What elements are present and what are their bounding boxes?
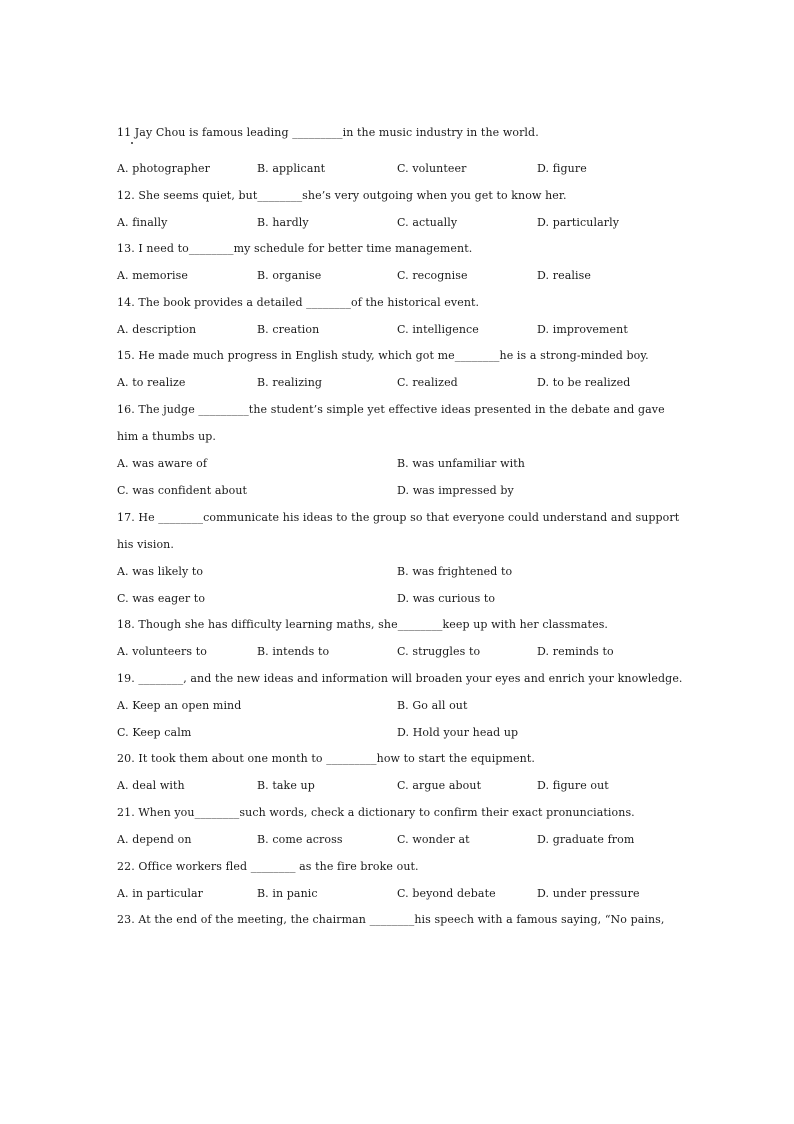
question-16-stem: 16. The judge _________the student’s simple yet effective ideas presented in the debate and gave xyxy=(117,403,665,416)
question-22-option-c: C. beyond debate xyxy=(397,887,496,900)
question-17-option-b: B. was frightened to xyxy=(397,565,513,578)
question-12-option-c: C. actually xyxy=(397,216,458,229)
question-22-stem: 22. Office workers fled ________ as the fire broke out. xyxy=(117,860,419,873)
question-19-option-b: B. Go all out xyxy=(397,699,468,712)
question-16-option-a: A. was aware of xyxy=(117,457,208,470)
question-18-stem: 18. Though she has difficulty learning maths, she________keep up with her classmates. xyxy=(117,618,609,631)
question-13-option-d: D. realise xyxy=(537,269,591,282)
question-21-stem: 21. When you________such words, check a dictionary to confirm their exact pronunciations. xyxy=(117,806,635,819)
question-15-option-d: D. to be realized xyxy=(537,376,631,389)
question-16-stem-continued: him a thumbs up. xyxy=(117,430,217,443)
question-17-option-d: D. was curious to xyxy=(397,592,496,605)
question-14-option-b: B. creation xyxy=(257,323,320,336)
question-13-option-c: C. recognise xyxy=(397,269,468,282)
question-18-option-d: D. reminds to xyxy=(537,645,614,658)
question-12-option-b: B. hardly xyxy=(257,216,309,229)
question-21-option-a: A. depend on xyxy=(117,833,192,846)
question-11-option-d: D. figure xyxy=(537,162,587,175)
question-14-option-d: D. improvement xyxy=(537,323,628,336)
question-15-option-b: B. realizing xyxy=(257,376,323,389)
question-15-option-c: C. realized xyxy=(397,376,458,389)
question-17-stem: 17. He ________communicate his ideas to the group so that everyone could understand and support xyxy=(117,511,680,524)
question-20-option-b: B. take up xyxy=(257,779,315,792)
question-15-stem: 15. He made much progress in English study, which got me________he is a strong-minded boy. xyxy=(117,349,649,362)
question-22-option-a: A. in particular xyxy=(117,887,204,900)
question-11-stem: 11 Jay Chou is famous leading _________in the music industry in the world. xyxy=(117,126,539,139)
question-16-option-d: D. was impressed by xyxy=(397,484,514,497)
question-18-option-a: A. volunteers to xyxy=(117,645,207,658)
question-22-option-d: D. under pressure xyxy=(537,887,640,900)
question-13-stem: 13. I need to________my schedule for better time management. xyxy=(117,242,473,255)
question-17-stem-continued: his vision. xyxy=(117,538,174,551)
question-17-option-a: A. was likely to xyxy=(117,565,204,578)
question-17-option-c: C. was eager to xyxy=(117,592,206,605)
stray-dot-mark xyxy=(131,142,133,144)
question-19-option-d: D. Hold your head up xyxy=(397,726,519,739)
question-19-option-c: C. Keep calm xyxy=(117,726,192,739)
question-14-option-c: C. intelligence xyxy=(397,323,479,336)
question-21-option-b: B. come across xyxy=(257,833,343,846)
question-11-option-b: B. applicant xyxy=(257,162,326,175)
question-20-option-d: D. figure out xyxy=(537,779,609,792)
question-12-option-d: D. particularly xyxy=(537,216,620,229)
question-19-stem: 19. ________, and the new ideas and information will broaden your eyes and enrich your knowledge. xyxy=(117,672,683,685)
question-21-option-d: D. graduate from xyxy=(537,833,635,846)
question-14-stem: 14. The book provides a detailed ________of the historical event. xyxy=(117,296,480,309)
question-21-option-c: C. wonder at xyxy=(397,833,470,846)
question-16-option-c: C. was confident about xyxy=(117,484,248,497)
question-18-option-b: B. intends to xyxy=(257,645,330,658)
question-13-option-b: B. organise xyxy=(257,269,322,282)
question-12-stem: 12. She seems quiet, but________she’s very outgoing when you get to know her. xyxy=(117,189,567,202)
question-13-option-a: A. memorise xyxy=(117,269,188,282)
question-11-option-c: C. volunteer xyxy=(397,162,467,175)
question-20-option-c: C. argue about xyxy=(397,779,482,792)
question-14-option-a: A. description xyxy=(117,323,197,336)
question-23-stem: 23. At the end of the meeting, the chairman ________his speech with a famous saying, “No pains, xyxy=(117,913,665,926)
question-18-option-c: C. struggles to xyxy=(397,645,481,658)
question-15-option-a: A. to realize xyxy=(117,376,186,389)
question-19-option-a: A. Keep an open mind xyxy=(117,699,242,712)
question-16-option-b: B. was unfamiliar with xyxy=(397,457,525,470)
question-22-option-b: B. in panic xyxy=(257,887,318,900)
question-20-option-a: A. deal with xyxy=(117,779,185,792)
question-11-option-a: A. photographer xyxy=(117,162,210,175)
question-20-stem: 20. It took them about one month to _________how to start the equipment. xyxy=(117,752,535,765)
question-12-option-a: A. finally xyxy=(117,216,168,229)
